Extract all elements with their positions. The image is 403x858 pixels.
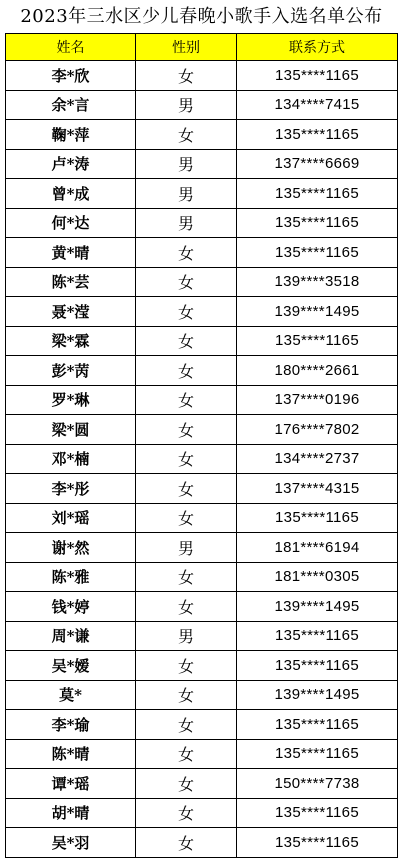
gender-cell: 男 xyxy=(136,621,237,651)
contact-cell: 135****1165 xyxy=(237,739,398,769)
table-row xyxy=(6,326,398,356)
table-row xyxy=(6,385,398,415)
contact-cell: 135****1165 xyxy=(237,798,398,828)
gender-cell: 女 xyxy=(136,769,237,799)
gender-cell: 女 xyxy=(136,680,237,710)
gender-cell: 男 xyxy=(136,90,237,120)
contact-cell: 135****1165 xyxy=(237,651,398,681)
table-row xyxy=(6,739,398,769)
page-title: 2023年三水区少儿春晚小歌手入选名单公布 xyxy=(20,6,383,27)
table-row xyxy=(6,769,398,799)
contact-cell: 135****1165 xyxy=(237,503,398,533)
header-contact: 联系方式 xyxy=(237,34,398,61)
contact-cell: 135****1165 xyxy=(237,238,398,268)
table-row xyxy=(6,297,398,327)
contact-cell: 180****2661 xyxy=(237,356,398,386)
gender-cell: 女 xyxy=(136,444,237,474)
name-cell: 陈*雅 xyxy=(6,562,136,592)
table-row xyxy=(6,533,398,563)
contact-cell: 135****1165 xyxy=(237,208,398,238)
table-row xyxy=(6,208,398,238)
contact-cell: 137****0196 xyxy=(237,385,398,415)
table-row xyxy=(6,710,398,740)
table-header-row xyxy=(6,34,398,61)
contact-cell: 135****1165 xyxy=(237,621,398,651)
name-cell: 罗*琳 xyxy=(6,385,136,415)
gender-cell: 女 xyxy=(136,267,237,297)
name-cell: 谭*瑶 xyxy=(6,769,136,799)
name-cell: 梁*圆 xyxy=(6,415,136,445)
contact-cell: 150****7738 xyxy=(237,769,398,799)
name-cell: 邓*楠 xyxy=(6,444,136,474)
table-row xyxy=(6,828,398,858)
gender-cell: 女 xyxy=(136,562,237,592)
table-row xyxy=(6,415,398,445)
header-gender: 性别 xyxy=(136,34,237,61)
name-cell: 谢*然 xyxy=(6,533,136,563)
table-row xyxy=(6,356,398,386)
name-cell: 周*谦 xyxy=(6,621,136,651)
name-cell: 李*彤 xyxy=(6,474,136,504)
name-cell: 余*言 xyxy=(6,90,136,120)
table-row xyxy=(6,267,398,297)
gender-cell: 女 xyxy=(136,651,237,681)
contact-cell: 139****3518 xyxy=(237,267,398,297)
gender-cell: 女 xyxy=(136,356,237,386)
name-cell: 刘*瑶 xyxy=(6,503,136,533)
name-cell: 黄*晴 xyxy=(6,238,136,268)
name-cell: 陈*芸 xyxy=(6,267,136,297)
name-cell: 胡*晴 xyxy=(6,798,136,828)
name-cell: 钱*婷 xyxy=(6,592,136,622)
name-cell: 吴*嫒 xyxy=(6,651,136,681)
table-row xyxy=(6,61,398,91)
contact-cell: 134****7415 xyxy=(237,90,398,120)
name-cell: 李*瑜 xyxy=(6,710,136,740)
contact-cell: 137****6669 xyxy=(237,149,398,179)
name-cell: 聂*滢 xyxy=(6,297,136,327)
gender-cell: 男 xyxy=(136,179,237,209)
name-cell: 吴*羽 xyxy=(6,828,136,858)
contact-cell: 135****1165 xyxy=(237,326,398,356)
table-row xyxy=(6,562,398,592)
gender-cell: 女 xyxy=(136,297,237,327)
gender-cell: 女 xyxy=(136,61,237,91)
name-cell: 鞠*萍 xyxy=(6,120,136,150)
name-cell: 何*达 xyxy=(6,208,136,238)
table-row xyxy=(6,592,398,622)
gender-cell: 女 xyxy=(136,739,237,769)
name-cell: 曾*成 xyxy=(6,179,136,209)
contact-cell: 181****0305 xyxy=(237,562,398,592)
contact-cell: 176****7802 xyxy=(237,415,398,445)
contact-cell: 135****1165 xyxy=(237,120,398,150)
gender-cell: 女 xyxy=(136,238,237,268)
name-cell: 莫* xyxy=(6,680,136,710)
contact-cell: 139****1495 xyxy=(237,680,398,710)
contact-cell: 139****1495 xyxy=(237,297,398,327)
gender-cell: 女 xyxy=(136,710,237,740)
contact-cell: 135****1165 xyxy=(237,710,398,740)
table-row xyxy=(6,120,398,150)
contact-cell: 135****1165 xyxy=(237,179,398,209)
table-row xyxy=(6,503,398,533)
contact-cell: 181****6194 xyxy=(237,533,398,563)
gender-cell: 女 xyxy=(136,385,237,415)
table-row xyxy=(6,798,398,828)
gender-cell: 女 xyxy=(136,120,237,150)
gender-cell: 女 xyxy=(136,592,237,622)
candidate-table xyxy=(5,33,398,858)
contact-cell: 137****4315 xyxy=(237,474,398,504)
gender-cell: 男 xyxy=(136,149,237,179)
name-cell: 梁*霖 xyxy=(6,326,136,356)
gender-cell: 女 xyxy=(136,474,237,504)
table-row xyxy=(6,90,398,120)
contact-cell: 139****1495 xyxy=(237,592,398,622)
name-cell: 李*欣 xyxy=(6,61,136,91)
table-row xyxy=(6,474,398,504)
gender-cell: 女 xyxy=(136,828,237,858)
gender-cell: 女 xyxy=(136,798,237,828)
header-name: 姓名 xyxy=(6,34,136,61)
table-row xyxy=(6,444,398,474)
contact-cell: 135****1165 xyxy=(237,61,398,91)
table-row xyxy=(6,651,398,681)
contact-cell: 134****2737 xyxy=(237,444,398,474)
table-row xyxy=(6,680,398,710)
table-body xyxy=(6,61,398,858)
gender-cell: 女 xyxy=(136,415,237,445)
table-row xyxy=(6,621,398,651)
gender-cell: 女 xyxy=(136,326,237,356)
name-cell: 陈*晴 xyxy=(6,739,136,769)
gender-cell: 女 xyxy=(136,503,237,533)
table-row xyxy=(6,238,398,268)
name-cell: 卢*涛 xyxy=(6,149,136,179)
gender-cell: 男 xyxy=(136,533,237,563)
table-row xyxy=(6,179,398,209)
table-row xyxy=(6,149,398,179)
name-cell: 彭*苪 xyxy=(6,356,136,386)
gender-cell: 男 xyxy=(136,208,237,238)
contact-cell: 135****1165 xyxy=(237,828,398,858)
